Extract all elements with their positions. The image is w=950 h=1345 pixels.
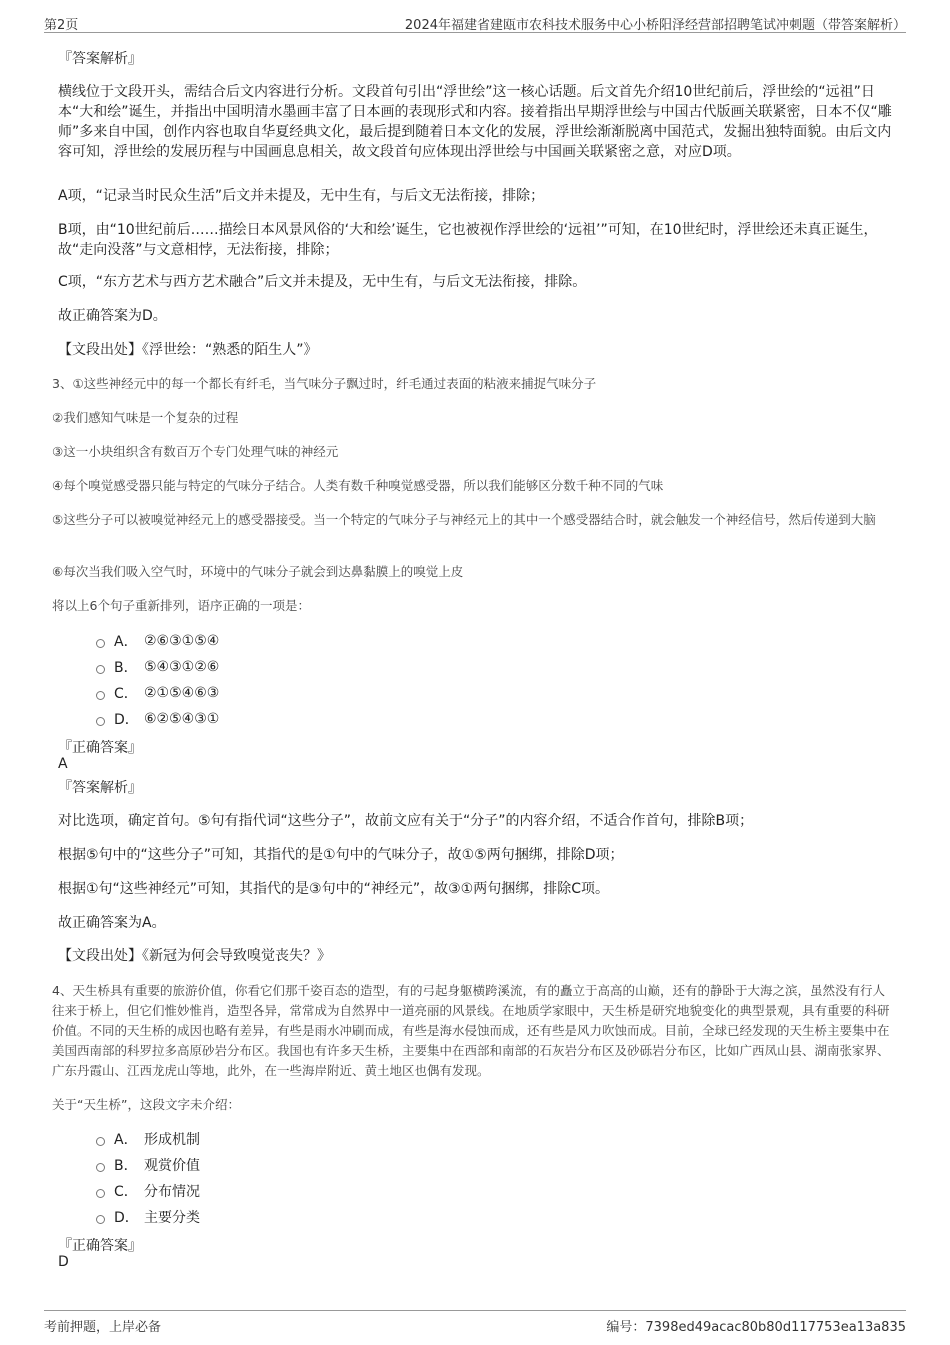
option-d[interactable]: D． 主要分类 [96,1207,200,1227]
correct-answer: A [58,756,68,772]
question-sentence: ②我们感知气味是一个复杂的过程 [52,410,239,425]
radio-icon[interactable] [96,1137,105,1146]
analysis-paragraph: 对比选项，确定首句。⑤句有指代词“这些分子”，故前文应有关于“分子”的内容介绍，不适合作首句，排除B项； [58,813,754,829]
page-footer [44,1310,906,1335]
radio-icon[interactable] [96,1163,105,1172]
radio-icon[interactable] [96,665,105,674]
analysis-paragraph: 根据①句“这些神经元”可知，其指代的是③句中的“神经元”，故③①两句捆绑，排除C项。 [58,881,609,897]
analysis-conclusion: 故正确答案为D。 [58,308,167,324]
analysis-label: 『答案解析』 [58,780,142,796]
option-a[interactable]: A． 形成机制 [96,1129,200,1149]
option-c[interactable]: C． ②①⑤④⑥③ [96,683,219,703]
document-title: 2024年福建省建瓯市农科技术服务中心小桥阳泽经营部招聘笔试冲刺题（带答案解析） [404,18,906,33]
analysis-paragraph: 根据⑤句中的“这些分子”可知，其指代的是①句中的气味分子，故①⑤两句捆绑，排除D项； [58,847,624,863]
question-sentence: ③这一小块组织含有数百万个专门处理气味的神经元 [52,444,339,459]
question-prompt: 关于“天生桥”，这段文字未介绍： [52,1097,240,1112]
document-id: 编号：7398ed49acac80b80d117753ea13a835 [606,1320,906,1335]
page-number: 第2页 [44,18,79,33]
radio-icon[interactable] [96,717,105,726]
page-header [44,8,906,33]
analysis-paragraph: B项，由“10世纪前后……描绘日本风景风俗的‘大和绘’诞生，它也被视作浮世绘的‘远祖’”可知，在10世纪时，浮世绘还未真正诞生，故“走向没落”与文意相悖，无法衔接，排除； [58,222,878,258]
option-a[interactable]: A． ②⑥③①⑤④ [96,631,219,651]
answer-label: 『正确答案』 [58,740,142,756]
option-b[interactable]: B． 观赏价值 [96,1155,200,1175]
analysis-label: 『答案解析』 [58,51,142,67]
answer-label: 『正确答案』 [58,1238,142,1254]
footer-slogan: 考前押题，上岸必备 [44,1320,162,1335]
analysis-paragraph: C项，“东方艺术与西方艺术融合”后文并未提及，无中生有，与后文无法衔接，排除。 [58,274,587,290]
radio-icon[interactable] [96,639,105,648]
question-sentence: ⑥每次当我们吸入空气时，环境中的气味分子就会到达鼻黏膜上的嗅觉上皮 [52,564,464,579]
option-d[interactable]: D． ⑥②⑤④③① [96,709,219,729]
analysis-conclusion: 故正确答案为A。 [58,915,166,931]
question-passage: 4、天生桥具有重要的旅游价值，你看它们那千姿百态的造型，有的弓起身躯横跨溪流，有的矗立于高高的山巅，还有的静卧于大海之滨，虽然没有行人往来于桥上，但它们惟妙惟肖，造型各异，常常成为自然界中一道亮丽的风景线。在地质学家眼中，天生桥是研究地貌变化的典型景观，具有重要的科研价值。不同的天生桥的成因也略有差异，有些是雨水冲刷而成，有些是海水侵蚀而成，还有些是风力吹蚀而成。目前，全球已经发现的天生桥主要集中在美国西南部的科罗拉多高原砂岩分布区。我国也有许多天生桥，主要集中在西部和南部的石灰岩分布区及砂砾岩分布区，比如广西凤山县、湖南张家界、广东丹霞山、江西龙虎山等地，此外，在一些海岸附近、黄土地区也偶有发现。 [52,983,890,1078]
question-prompt: 将以上6个句子重新排列，语序正确的一项是： [52,598,310,613]
passage-source: 【文段出处】《新冠为何会导致嗅觉丧失？》 [58,948,331,964]
analysis-paragraph: A项，“记录当时民众生活”后文并未提及，无中生有，与后文无法衔接，排除； [58,188,545,204]
correct-answer: D [58,1254,69,1270]
passage-source: 【文段出处】《浮世绘：“熟悉的陌生人”》 [58,342,318,358]
analysis-paragraph: 横线位于文段开头，需结合后文内容进行分析。文段首句引出“浮世绘”这一核心话题。后文首先介绍10世纪前后，浮世绘的“远祖”日本“大和绘”诞生，并指出中国明清水墨画丰富了日本画的表现形式和内容。接着指出早期浮世绘与中国古代版画关联紧密，日本不仅“雕师”多来自中国，创作内容也取自华夏经典文化，最后提到随着日本文化的发展，浮世绘渐渐脱离中国范式，发掘出独特面貌。由后文内容可知，浮世绘的发展历程与中国画息息相关，故文段首句应体现出浮世绘与中国画关联紧密之意，对应D项。 [58,84,892,160]
option-b[interactable]: B． ⑤④③①②⑥ [96,657,219,677]
question-sentence: ⑤这些分子可以被嗅觉神经元上的感受器接受。当一个特定的气味分子与神经元上的其中一个感受器结合时，就会触发一个神经信号，然后传递到大脑 [52,512,876,527]
radio-icon[interactable] [96,1215,105,1224]
radio-icon[interactable] [96,1189,105,1198]
option-c[interactable]: C． 分布情况 [96,1181,200,1201]
question-sentence: 3、①这些神经元中的每一个都长有纤毛，当气味分子飘过时，纤毛通过表面的粘液来捕捉气味分子 [52,376,597,391]
question-sentence: ④每个嗅觉感受器只能与特定的气味分子结合。人类有数千种嗅觉感受器，所以我们能够区分数千种不同的气味 [52,478,664,493]
radio-icon[interactable] [96,691,105,700]
